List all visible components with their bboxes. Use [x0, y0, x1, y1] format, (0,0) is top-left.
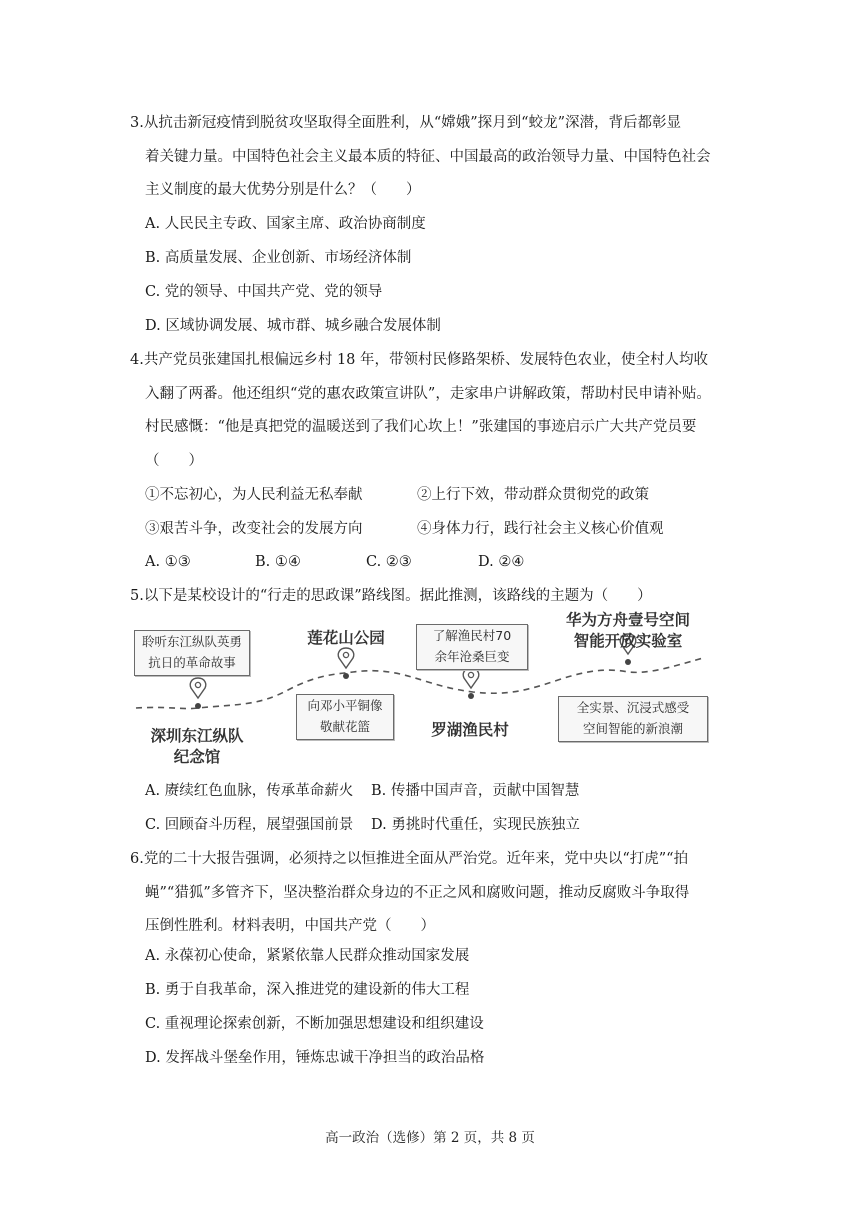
q4-stem-line-2: 入翻了两番。他还组织“党的惠农政策宣讲队”，走家串户讲解政策，帮助村民申请补贴。 [145, 386, 711, 402]
note-line: 抗日的革命故事 [148, 655, 236, 670]
q4-item-3: ③艰苦斗争，改变社会的发展方向 [145, 521, 363, 537]
note-line: 了解渔民村70 [432, 628, 512, 643]
q5-option-c: C. 回顾奋斗历程，展望强国前景 [145, 817, 354, 833]
q4-option-a: A. ①③ [145, 554, 191, 570]
q5-option-d: D. 勇挑时代重任，实现民族独立 [371, 817, 580, 833]
location-pin-icon-1 [190, 678, 205, 709]
note-line: 全实景、沉浸式感受 [576, 700, 690, 715]
q6-option-a: A. 永葆初心使命，紧紧依靠人民群众推动国家发展 [145, 948, 470, 964]
q5-option-b: B. 传播中国声音，贡献中国智慧 [371, 783, 580, 799]
q4-stem-line-4: （ ） [145, 453, 203, 469]
q3-option-b: B. 高质量发展、企业创新、市场经济体制 [145, 250, 412, 266]
location-pin-icon-2 [338, 648, 353, 679]
q6-stem-line-3: 压倒性胜利。材料表明，中国共产党（ ） [145, 918, 435, 934]
q6-stem-line-2: 蝇”“猎狐”多管齐下，坚决整治群众身边的不正之风和腐败问题，推动反腐败斗争取得 [145, 885, 690, 901]
place-line: 智能开放实验室 [573, 632, 683, 650]
q4-item-2: ②上行下效，带动群众贯彻党的政策 [417, 487, 649, 503]
q3-stem-line-2: 着关键力量。中国特色社会主义最本质的特征、中国最高的政治领导力量、中国特色社会 [145, 149, 711, 165]
place-huawei-lab [548, 610, 708, 652]
q6-option-b: B. 勇于自我革命，深入推进党的建设新的伟大工程 [145, 982, 470, 998]
note-line: 敬献花篮 [319, 719, 370, 734]
place-lianhuashan-park: 莲花山公园 [307, 629, 385, 647]
q4-option-b: B. ①④ [255, 554, 301, 570]
note-line: 空间智能的新浪潮 [582, 721, 683, 736]
q3-option-a: A. 人民民主专政、国家主席、政治协商制度 [145, 216, 426, 232]
place-line: 深圳东江纵队 [150, 727, 244, 745]
q5-option-a: A. 赓续红色血脉，传承革命薪火 [145, 783, 354, 799]
location-pin-icon-3 [463, 668, 478, 699]
note-line: 向邓小平铜像 [307, 698, 383, 713]
note-line: 余年沧桑巨变 [434, 649, 510, 664]
q4-item-1: ①不忘初心，为人民利益无私奉献 [145, 487, 363, 503]
q6-option-c: C. 重视理论探索创新，不断加强思想建设和组织建设 [145, 1016, 484, 1032]
place-line: 华为方舟壹号空间 [565, 611, 690, 629]
q6-option-d: D. 发挥战斗堡垒作用，锤炼忠诚干净担当的政治品格 [145, 1050, 485, 1066]
place-line: 纪念馆 [173, 748, 221, 766]
note-box-revolution-story [134, 630, 250, 676]
q4-item-4: ④身体力行，践行社会主义核心价值观 [417, 521, 664, 537]
place-dongjiang-memorial [140, 726, 254, 768]
note-box-fishing-village [416, 624, 528, 670]
q4-option-d: D. ②④ [478, 554, 525, 570]
q3-option-c: C. 党的领导、中国共产党、党的领导 [145, 284, 383, 300]
q6-stem-line-1: 6.党的二十大报告强调，必须持之以恒推进全面从严治党。近年来，党中央以“打虎”“拍 [130, 851, 689, 867]
q3-option-d: D. 区域协调发展、城市群、城乡融合发展体制 [145, 318, 441, 334]
q3-stem-line-3: 主义制度的最大优势分别是什么？（ ） [145, 182, 421, 198]
q5-stem-line-1: 5.以下是某校设计的“行走的思政课”路线图。据此推测，该路线的主题为（ ） [130, 588, 652, 604]
place-luohu-fishing-village: 罗湖渔民村 [431, 721, 509, 739]
page-footer: 高一政治（选修）第 2 页，共 8 页 [325, 1130, 535, 1146]
q4-stem-line-3: 村民感慨：“他是真把党的温暖送到了我们心坎上！”张建国的事迹启示广大共产党员要 [145, 419, 697, 435]
q3-stem-line-1: 3.从抗击新冠疫情到脱贫攻坚取得全面胜利，从“嫦娥”探月到“蛟龙”深潜，背后都彰显 [130, 115, 681, 131]
note-box-spatial-intelligence [558, 696, 708, 742]
route-diagram [128, 608, 728, 768]
note-box-deng-statue [296, 694, 394, 740]
q4-stem-line-1: 4.共产党员张建国扎根偏远乡村 18 年，带领村民修路架桥、发展特色农业，使全村人均收 [130, 352, 708, 368]
note-line: 聆听东江纵队英勇 [141, 634, 242, 649]
q4-option-c: C. ②③ [366, 554, 412, 570]
